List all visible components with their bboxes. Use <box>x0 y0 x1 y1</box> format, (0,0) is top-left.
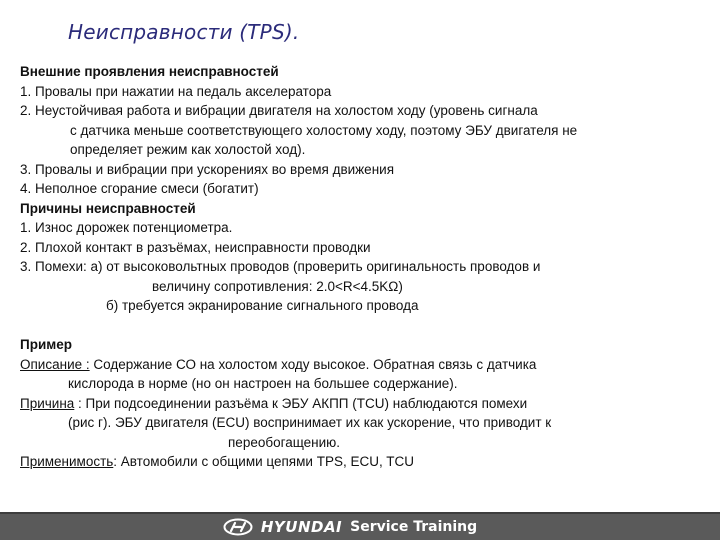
cause-item-2: 2. Плохой контакт в разъёмах, неисправности проводки <box>20 239 371 255</box>
example-cause-line-3: переобогащению. <box>228 434 341 450</box>
section-spacer <box>20 316 710 336</box>
symptoms-heading: Внешние проявления неисправностей <box>20 64 279 79</box>
example-cause-line-2: (рис г). ЭБУ двигателя (ECU) воспринимает их как ускорение, что приводит к <box>68 415 552 430</box>
cause-item-3-line-2: величину сопротивления: 2.0<R<4.5KΩ) <box>152 278 403 294</box>
symptom-item-2-line-3: определяет режим как холостой ход). <box>70 142 306 157</box>
description-text: Содержание СО на холостом ходу высокое. Обратная связь с датчика <box>89 356 537 372</box>
example-applicability-line <box>20 452 710 472</box>
cause-item-3-line-1: 3. Помехи: а) от высоковольтных проводов (проверить оригинальность проводов и <box>20 259 541 274</box>
symptom-item-3: 3. Провалы и вибрации при ускорениях во время движения <box>20 161 394 177</box>
example-cause-line-1 <box>20 394 710 414</box>
footer-bar <box>0 512 720 540</box>
applicability-label: Применимость <box>20 454 114 469</box>
applicability-text: : Автомобили с общими цепями TPS, ECU, TCU <box>113 454 414 469</box>
hyundai-logo-icon <box>223 518 253 536</box>
footer-brand: HYUNDAI <box>260 518 343 536</box>
slide-title: Неисправности (TPS). <box>68 20 300 44</box>
symptom-item-2-line-2: с датчика меньше соответствующего холостому ходу, поэтому ЭБУ двигателя не <box>70 122 578 138</box>
symptom-item-1: 1. Провалы при нажатии на педаль акселератора <box>20 83 332 99</box>
description-label: Описание : <box>20 356 90 372</box>
footer-service-training: Service Training <box>350 519 478 535</box>
cause-label: Причина <box>20 395 75 411</box>
example-description-line-1 <box>20 355 710 375</box>
footer-branding <box>223 518 477 536</box>
cause-item-1: 1. Износ дорожек потенциометра. <box>20 220 233 235</box>
symptom-item-2-line-1: 2. Неустойчивая работа и вибрации двигателя на холостом ходу (уровень сигнала <box>20 103 538 118</box>
example-description-line-2: кислорода в норме (но он настроен на большее содержание). <box>68 376 458 391</box>
slide-content <box>20 62 710 472</box>
symptom-item-4: 4. Неполное сгорание смеси (богатит) <box>20 181 259 196</box>
cause-item-3-line-3: б) требуется экранирование сигнального провода <box>106 298 419 313</box>
example-heading: Пример <box>20 337 72 352</box>
cause-text: : При подсоединении разъёма к ЭБУ АКПП (TCU) наблюдаются помехи <box>74 395 528 411</box>
causes-heading: Причины неисправностей <box>20 200 196 216</box>
